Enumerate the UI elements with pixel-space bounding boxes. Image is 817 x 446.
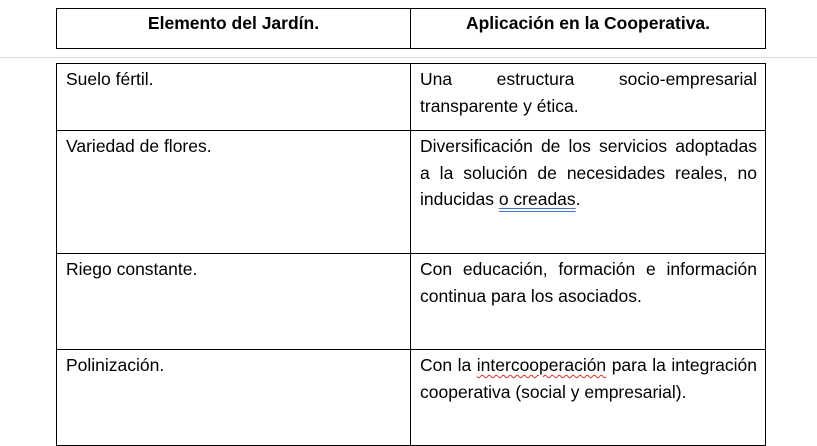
- cell-garden-element: Variedad de flores.: [57, 131, 411, 254]
- header-cell-garden-element: [57, 9, 411, 49]
- cell-cooperative-application: [411, 350, 766, 446]
- grammar-marked-text: o creadas: [498, 189, 576, 209]
- cell-cooperative-application: Una estructura socio-empresarial transparente y ética.: [411, 64, 766, 131]
- table-row: [57, 254, 766, 350]
- application-text-end: .: [575, 189, 581, 209]
- cell-garden-element: Riego constante.: [57, 254, 411, 350]
- page-break-line: [0, 57, 817, 58]
- table-body: [56, 63, 766, 446]
- application-text: Con la: [420, 355, 477, 375]
- cell-garden-element: Suelo fértil.: [57, 64, 411, 131]
- table-row: [57, 64, 766, 131]
- header-row: [57, 9, 766, 49]
- cell-cooperative-application: [411, 131, 766, 254]
- cell-garden-element: Polinización.: [57, 350, 411, 446]
- header-label-garden-element: Elemento del Jardín.: [147, 13, 320, 33]
- spelling-marked-text: intercooperación: [476, 355, 607, 375]
- application-text-end: para la integración cooperativa (social y empresarial).: [420, 355, 757, 402]
- cell-cooperative-application: Con educación, formación e información continua para los asociados.: [411, 254, 766, 350]
- table-header: [56, 8, 766, 49]
- table-row: [57, 131, 766, 254]
- header-cell-cooperative-application: [411, 9, 766, 49]
- header-label-cooperative-application: Aplicación en la Cooperativa.: [465, 13, 711, 33]
- application-text: Diversificación de los servicios adoptadas a la solución de necesidades reales, no inducidas: [420, 136, 757, 209]
- table-row: [57, 350, 766, 446]
